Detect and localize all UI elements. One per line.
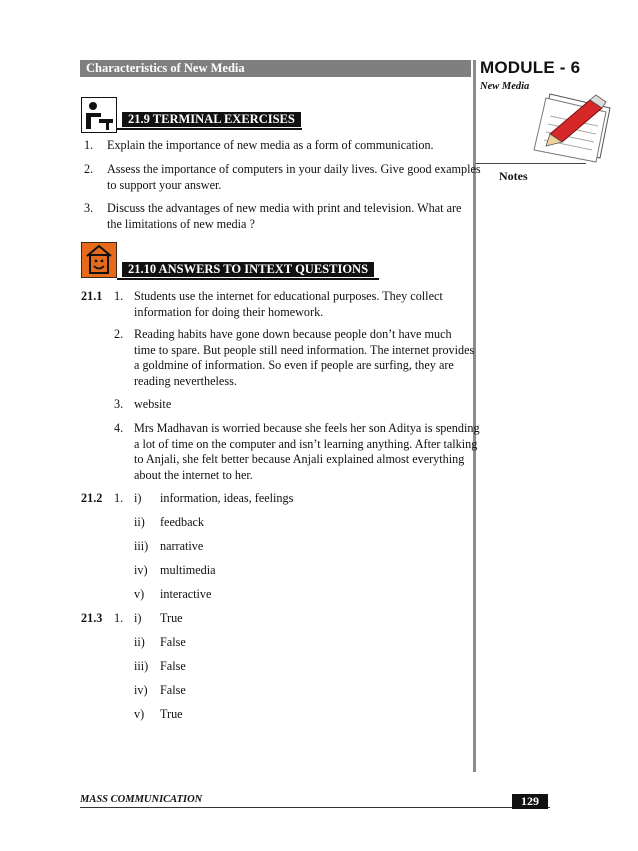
answer-number: 3. [114,397,124,411]
answer-number: 2. [114,327,124,341]
answer-number: 4. [114,421,124,435]
roman-numeral: iii) [134,659,149,673]
terminal-exercises-title: 21.9 TERMINAL EXERCISES [128,112,295,126]
notes-pencil-icon [520,86,620,166]
student-writing-icon [81,97,117,133]
answers-heading-rule [117,278,379,280]
answer-text: multimedia [160,563,216,577]
exercise-text: Assess the importance of computers in your daily lives. Give good examples to support your answer. [107,162,481,192]
answer-text: website [134,397,172,411]
notes-rule [476,163,586,164]
roman-numeral: i) [134,611,142,625]
answer-text: False [160,683,186,697]
exercise-text: Discuss the advantages of new media with print and television. What are the limitations of new media ? [107,201,462,231]
answer-text: narrative [160,539,204,553]
roman-numeral: v) [134,587,145,601]
roman-numeral: ii) [134,515,145,529]
answer-text: True [160,611,183,625]
answer-number: 1. [114,491,124,505]
footer-rule [80,807,550,808]
exercise-number: 3. [84,201,94,215]
roman-numeral: iv) [134,683,148,697]
answer-number: 1. [114,611,124,625]
roman-numeral: i) [134,491,142,505]
answers-title: 21.10 ANSWERS TO INTEXT QUESTIONS [128,262,369,276]
module-title: MODULE - 6 [480,58,581,77]
answer-text: feedback [160,515,204,529]
section-header-title: Characteristics of New Media [86,61,245,75]
answer-text: Students use the internet for educational purposes. They collect information for doing their homework. [134,289,443,319]
answer-text: information, ideas, feelings [160,491,294,505]
roman-numeral: iv) [134,563,148,577]
module-subtitle: New Media [480,81,530,92]
question-label: 21.2 [81,491,103,505]
answer-text: True [160,707,183,721]
exercise-text: Explain the importance of new media as a form of communication. [107,138,434,152]
answer-text: False [160,635,186,649]
terminal-exercises-heading [122,112,301,127]
page-number: 129 [512,794,548,809]
roman-numeral: v) [134,707,145,721]
answers-face-icon [81,242,117,278]
roman-numeral: ii) [134,635,145,649]
question-label: 21.3 [81,611,103,625]
exercise-number: 1. [84,138,94,152]
answer-number: 1. [114,289,124,303]
answer-text: Mrs Madhavan is worried because she feels her son Aditya is spending a lot of time on the computer and isn’t learning anything. After talking to Anjali, she felt better because Anjali explained almost everything about the internet to her. [134,421,480,482]
answer-text: False [160,659,186,673]
question-label: 21.1 [81,289,103,303]
answer-text: interactive [160,587,212,601]
roman-numeral: iii) [134,539,149,553]
notes-label: Notes [499,169,528,183]
section-header-bar [80,60,471,77]
exercise-number: 2. [84,162,94,176]
footer-title: MASS COMMUNICATION [80,794,203,805]
answers-heading [122,262,374,277]
terminal-heading-rule [117,128,302,130]
answer-text: Reading habits have gone down because people don’t have much time to spare. But people still need information. The internet provides a goldmine of information. So even if people are surfing, they are reading nevertheless. [134,327,475,388]
